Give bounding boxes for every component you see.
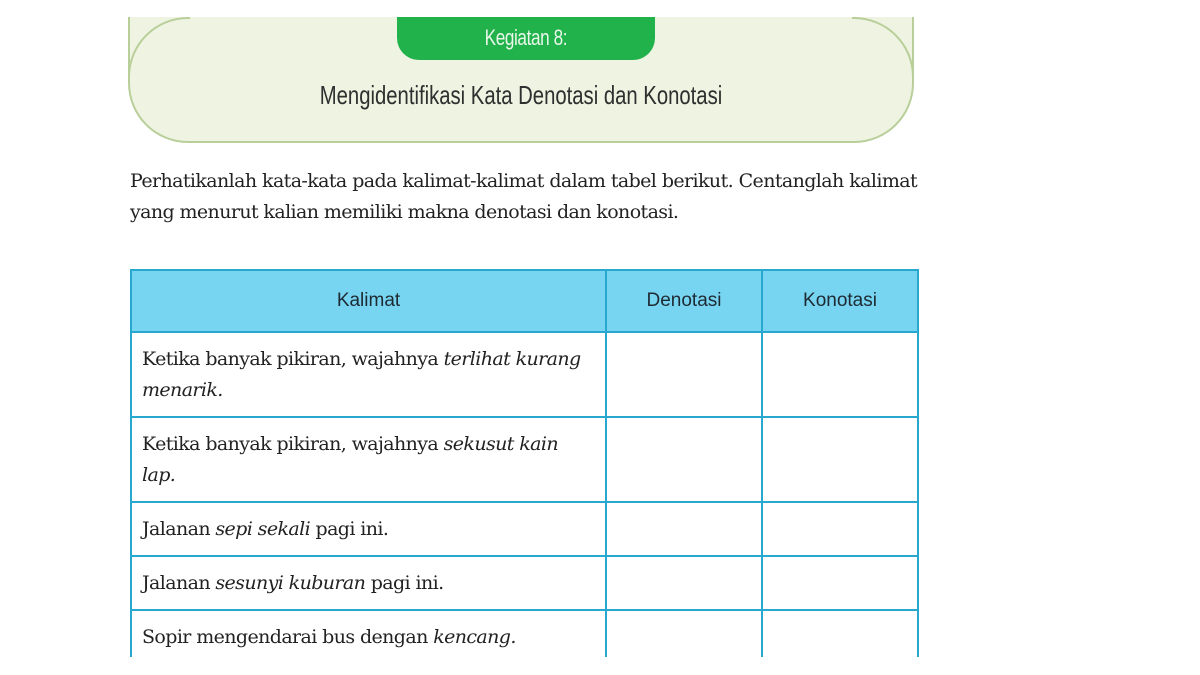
table-header <box>131 270 918 332</box>
exercise-table <box>130 269 919 665</box>
text: Jalanan <box>142 571 216 594</box>
denotasi-check-cell[interactable] <box>606 332 762 417</box>
header-kalimat: Kalimat <box>131 270 606 332</box>
italic-text: kencang. <box>433 625 516 648</box>
table-row <box>131 332 918 417</box>
header-denotasi: Denotasi <box>606 270 762 332</box>
italic-text: sepi sekali <box>215 517 311 540</box>
denotasi-check-cell[interactable] <box>606 610 762 664</box>
text: pagi ini. <box>365 571 444 594</box>
table-row <box>131 502 918 556</box>
text: Sopir mengendarai bus dengan <box>142 625 434 648</box>
table-row <box>131 610 918 664</box>
text: pagi ini. <box>310 517 389 540</box>
konotasi-check-cell[interactable] <box>762 417 918 502</box>
sentence-cell <box>131 502 606 556</box>
denotasi-check-cell[interactable] <box>606 502 762 556</box>
table-row <box>131 417 918 502</box>
header-konotasi: Konotasi <box>762 270 918 332</box>
activity-title <box>128 80 914 111</box>
konotasi-check-cell[interactable] <box>762 556 918 610</box>
activity-title-text: Mengidentifikasi Kata Denotasi dan Konotasi <box>319 80 723 110</box>
activity-tab-label: Kegiatan 8: <box>484 25 568 50</box>
page-crop-mask <box>0 657 1200 675</box>
activity-tab <box>397 17 655 60</box>
konotasi-check-cell[interactable] <box>762 332 918 417</box>
italic-text: sesunyi kuburan <box>215 571 366 594</box>
sentence-cell <box>131 417 606 502</box>
sentence-cell <box>131 556 606 610</box>
konotasi-check-cell[interactable] <box>762 610 918 664</box>
text: Jalanan <box>142 517 216 540</box>
italic-text: terlihat kurang menarik. <box>142 347 581 401</box>
italic-text: sekusut kain lap. <box>142 432 558 486</box>
table-row <box>131 556 918 610</box>
text: Ketika banyak pikiran, wajahnya <box>142 432 444 455</box>
konotasi-check-cell[interactable] <box>762 502 918 556</box>
text: Ketika banyak pikiran, wajahnya <box>142 347 444 370</box>
sentence-cell <box>131 332 606 417</box>
sentence-cell <box>131 610 606 664</box>
denotasi-check-cell[interactable] <box>606 556 762 610</box>
denotasi-check-cell[interactable] <box>606 417 762 502</box>
instructions: Perhatikanlah kata-kata pada kalimat-kalimat dalam tabel berikut. Centanglah kalimat yang menurut kalian memiliki makna denotasi dan konotasi. <box>130 170 917 223</box>
